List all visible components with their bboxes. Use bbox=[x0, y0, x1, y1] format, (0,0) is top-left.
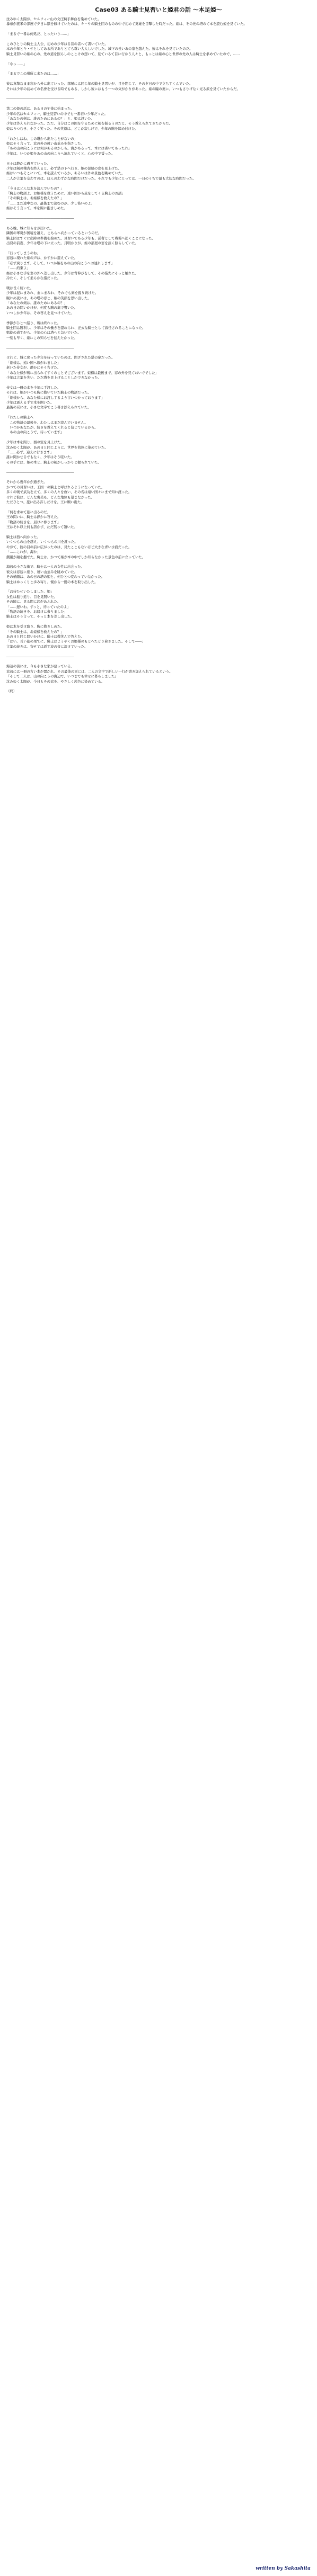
story-paragraph: 姫は本を受け取り、胸に抱きしめた。 「その騎士は、お姫様を救えたの？」 あの日と同じ問いかけに、騎士は微笑んで答えた。 「はい。長い旅の果てに、騎士はようやくお姫様のもとへたどり着きました。そして――」 言葉の続きは、寄せては返す波の音に溶けていった。 bbox=[6, 624, 145, 649]
story-title: Case03 ある騎士見習いと姫君の話 ～本足姫～ bbox=[95, 6, 222, 13]
story-paragraph: 「わたしはね、この塔から出たことがないの」 姫はそう言って、窓の外の遠い山並みを指さした。 「あの山の向こうには何があるのかしら。海があるって、本には書いてあったわ」 少年は、いつか姫をあの山の向こうへ連れていくと、心の中で誓った。 bbox=[6, 136, 132, 156]
story-paragraph: ―――――――――――――――――――― bbox=[6, 345, 74, 350]
story-body bbox=[6, 17, 311, 694]
story-paragraph: 季節がひとつ巡り、戦は終わった。 騎士団は勝利し、少年はその働きを認められ、正式な騎士として叙任されることになった。 凱旋の道すがら、少年の心は塔へと急いでいた。 一刻も早く、姫にこの知らせを伝えたかった。 bbox=[6, 320, 146, 340]
story-paragraph: 少年は本を閉じ、西の空を見上げた。 沈みゆく太陽が、あの日と同じように、世界を茜色に染めていた。 「……必ず、迎えに行きます」 誰に聞かせるでもなく、少年はそう呟いた。 その手には、姫の本と、騎士の剣がしっかりと握られていた。 bbox=[6, 440, 108, 464]
story-paragraph: ―――――――――――――――――――― bbox=[6, 96, 74, 101]
story-paragraph: ―――――――――――――――――――― bbox=[6, 470, 74, 475]
story-paragraph: （終） bbox=[6, 689, 17, 694]
author-credit: written by Sakashita bbox=[256, 2566, 311, 2571]
story-paragraph: 沈みゆく太陽が、セルフィー山の文庄騎手舞台を染めていた。 暴帝が渡米の部屋で夕日に額を傾けていたのは、キ・サの騎士団のものの中で初めて英雄を目撃した時だった。姫は、その先の塔のて本を読む姫を見ていた。 bbox=[6, 17, 247, 26]
story-paragraph: 侍女は一冊の本を少年に手渡した。 それは、姫がいつも胸に抱いていた騎士の物語だった。 「姫様から、あなた様にお渡しするよう言いつかっております」 少年は震える手で本を開いた。 最後の頁には、小さな文字でこう書き添えられていた。 bbox=[6, 385, 105, 410]
story-paragraph: 海辺の街には、今も小さな家が建っている。 窓辺には一冊の古い本が置かれ、その最後の頁には、二人の文字で新しい一行が書き加えられているという。 『そして二人は、山の向こうの海辺で、いつまでも幸せに暮らしました』 沈みゆく太陽が、今日もその窓を、やさしく茜色に染めている。 bbox=[6, 664, 173, 684]
story-paragraph: 日々は静かに過ぎていった。 少年は剣の稽古を終えると、必ず塔の下へ行き、姫の部屋の窓を見上げた。 姫はいつもそこにいて、本を読んでいるか、あるいは外の景色を眺めていた。 二人が言葉を交わすのは、ほんのわずかな時間だけだった。それでも少年にとっては、一日のうちで最も大切な時間だった。 bbox=[6, 161, 196, 181]
story-paragraph: 彼は真摯なまま窓から外に出ていった。部屋には同じ年の騎士見習いが、目を閉じて、その夕日の中で立ちすくんでいた。 それは少年の初めての名誉を受ける時でもある、しかし彼にはもう一つの気がかりがあった。姫の瞳の奥に、いつもさりげなく光る涙を見ていたからだ。 bbox=[6, 82, 240, 91]
story-paragraph: 「行ってしまうのね」 窓辺に現れた姫の声は、かすかに震えていた。 「必ず戻ります。そして、いつか姫をあの山の向こうへお連れします」 「……約束よ」 姫は小さな手を窓の外へ差し出した。少年は背伸びをして、その指先にそっと触れた。 冷たく、そして柔らかな指だった。 bbox=[6, 251, 139, 280]
story-paragraph: けれど、城に戻った少年を待っていたのは、閉ざされた塔の扉だった。 「姫様は、遠い国へ嫁がれました」 老いた侍女が、静かにそう告げた。 「あなた様が戦に出られてすぐのことでございます。姫様は最後まで、窓の外を見ておいででした」 少年は言葉を失い、ただ塔を見上げることしかできなかった。 bbox=[6, 355, 158, 380]
story-paragraph: 第二の姫の話は、ある日の午後に始まった。 少年の名はセルフィー、騎士見習いの中でも一番若い少年だった。 「あなたの剣は、誰のためにあるの？」と、姫は訊いた。 少年は答えられなかった。ただ、自分はこの国を守るために剣を振るうのだと、そう教えられてきたからだ。 姫はうつむき、小さく笑った。その笑顔は、どこか寂しげで、少年の胸を締め付けた。 bbox=[6, 106, 173, 131]
story-paragraph: ―――――――――――――――――――― bbox=[6, 654, 74, 659]
story-paragraph: 「やっ……」 「まるでこの場所に来たのは……」 bbox=[6, 61, 61, 76]
story-paragraph: ―――――――――――――――――――― bbox=[6, 216, 74, 221]
story-paragraph: 「まるで一番は何処だ、とったいり……」 bbox=[6, 32, 71, 37]
story-paragraph: 戦は長く続いた。 少年は泥にまみれ、血にまみれ、それでも剣を握り続けた。 眠れぬ夜には、あの塔の窓と、姫の笑顔を思い出した。 「あなたの剣は、誰のためにあるの？」 あの日の問いかけが、何度も胸の奥で響いた。 いつしか少年は、その答えを見つけていた。 bbox=[6, 285, 99, 315]
story-paragraph: ある晩、城に知らせが届いた。 隣国の軍勢が国境を越え、こちらへ向かっているというのだ。 騎士団はすぐに出陣の準備を始めた。見習いである少年も、従者として戦場へ赴くことになった。 出発の前夜、少年は塔の下に立った。月明かりが、姫の部屋の窓を淡く照らしていた。 bbox=[6, 226, 156, 246]
story-paragraph: 『わたしの騎士へ この物語の最後を、わたしはまだ読んでいません。 いつかあなたが、続きを教えてくれると信じているから。 あの山の向こうで、待っています』 bbox=[6, 415, 98, 435]
story-paragraph: 「今日はどんな本を読んでいたの？」 「騎士の物語よ。お姫様を救うために、遠い国から旅をしてくる騎士のお話」 「その騎士は、お姫様を救えたの？」 「……まだ途中なの。最後まで読むのが、少し怖いのよ」 姫はそう言って、本を胸に抱きしめた。 bbox=[6, 186, 125, 211]
story-paragraph: 騎士は西へ向かった。 いくつもの山を越え、いくつもの川を渡った。 やがて、彼の目の前に広がったのは、見たこともないほど大きな青い水面だった。 「……これが、海か」 潮風が頬を撫でた。騎士は、かつて姫が本の中でしか知らなかった景色の前に立っていた。 bbox=[6, 534, 146, 559]
story-paragraph: このひとりの騎士主人公、初めの少年はる昔の者へて書いていた。 本の少年とキ・サとしてある所でありとても尊い大人しいでした。城下の長いあの家を越えた。彼はそれを見ていたのだ。 騎士見習いの姫の心の、先の道を照らしのことけの想いて、見ているて目に行かう人々と、もっとは姫の心と世界の先の人は騎士を求めていたので、…… bbox=[6, 42, 240, 56]
story-paragraph: 海辺の小さな街で、騎士は一人の女性に出会った。 彼女は窓辺に座り、遠い山並みを眺めていた。 その横顔は、あの日の塔の姫と、何ひとつ変わっていなかった。 騎士はゆっくりと歩み寄り、懐から一冊の本を取り出した。 bbox=[6, 565, 105, 584]
story-paragraph: それから幾年かが過ぎた。 かつての見習いは、王国一の騎士と呼ばれるようになっていた。 多くの戦で武功を立て、多くの人々を救い、その名は遠い国々にまで知れ渡った。 けれど彼は、どんな褒美も、どんな地位も望まなかった。 ただひとつ、旅に出る許しだけを、王に願い出た。 bbox=[6, 480, 132, 505]
story-paragraph: 「お待たせいたしました、姫」 女性は振り返り、目を見開いた。 その瞳に、見る間に涙があふれた。 「……遅いわ。ずっと、待っていたのよ」 「物語の続きを、お届けに参りました」 騎士はそう言って、そっと本を差し出した。 bbox=[6, 589, 74, 619]
story-paragraph: 「何を求めて旅に出るのだ」 王の問いに、騎士は静かに答えた。 「物語の続きを、届けに参ります」 王はそれ以上何も訊かず、ただ黙って頷いた。 bbox=[6, 509, 77, 530]
